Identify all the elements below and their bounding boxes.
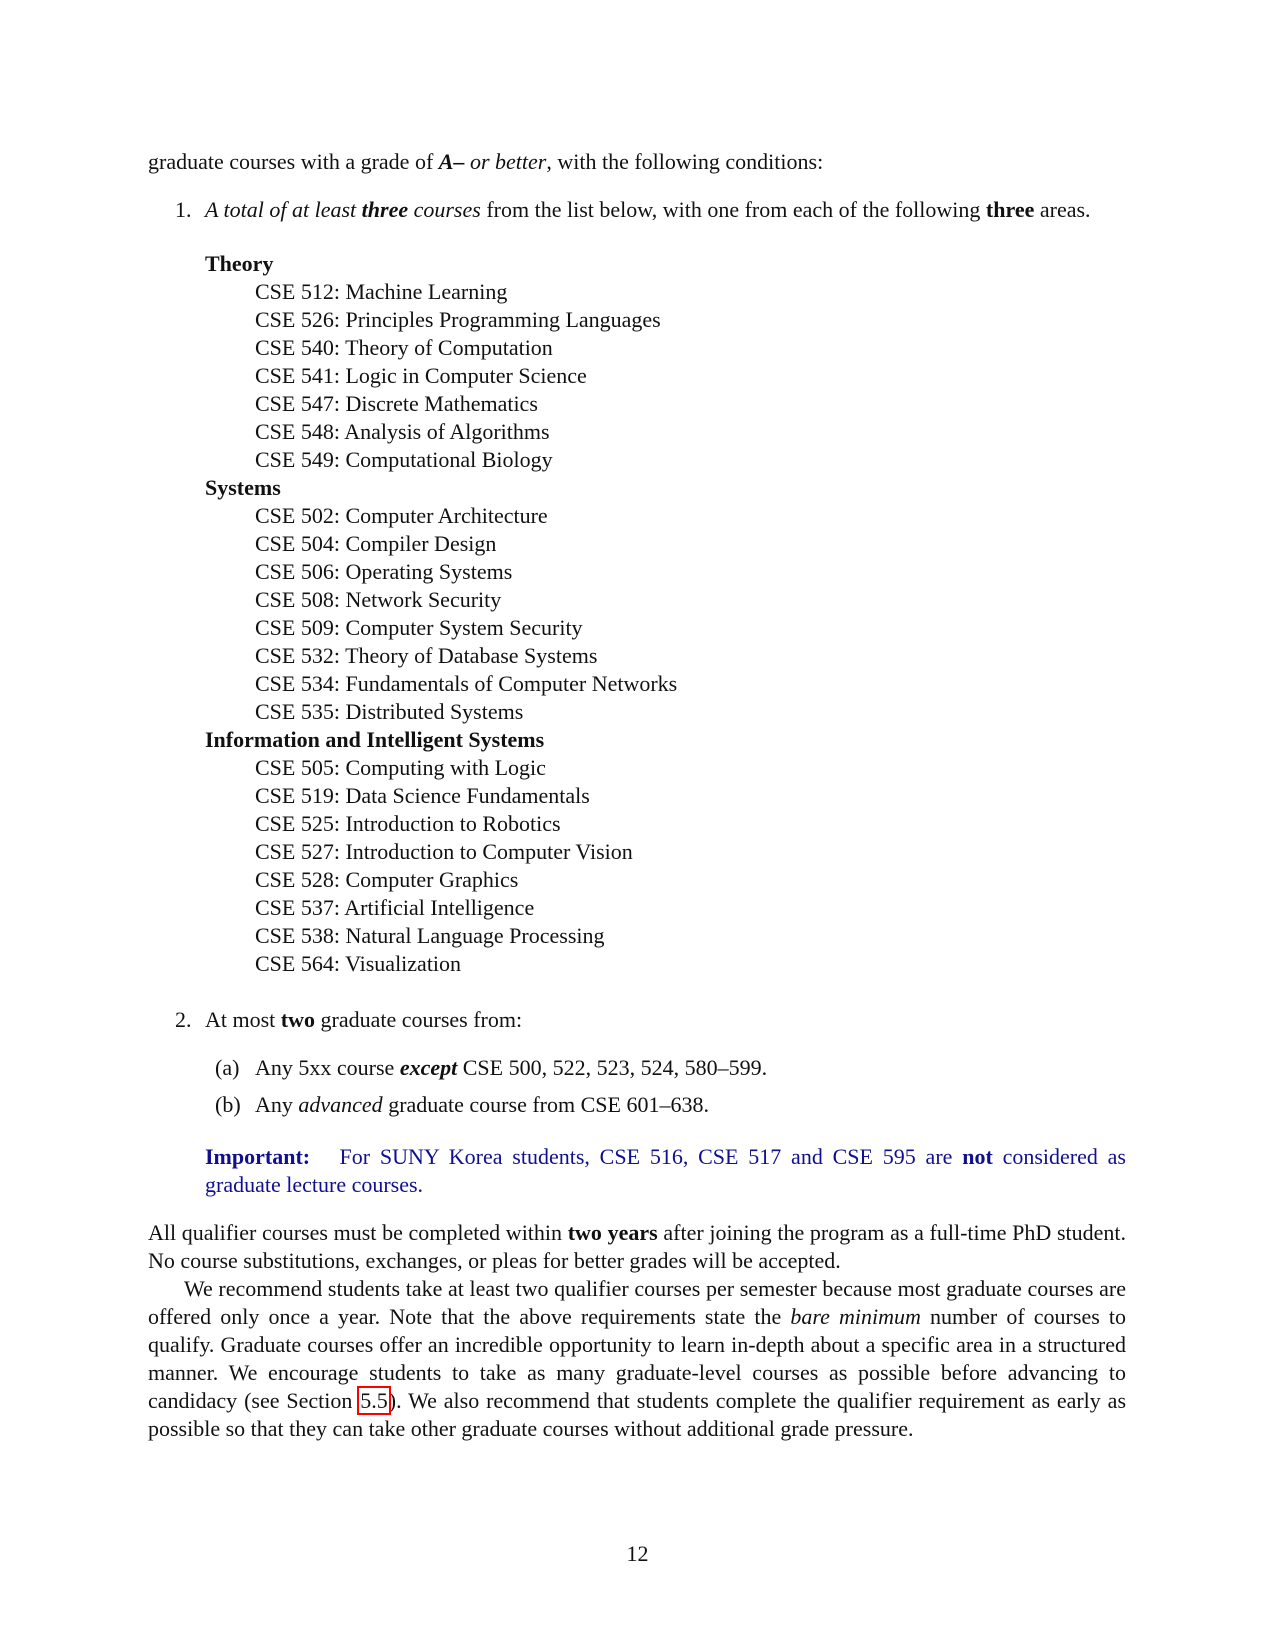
list-number: 1.	[175, 197, 192, 222]
course-item: CSE 541: Logic in Computer Science	[255, 363, 587, 388]
area-heading: Information and Intelligent Systems	[205, 727, 545, 752]
course-item: CSE 532: Theory of Database Systems	[255, 643, 598, 668]
sublist-label: (a)	[215, 1055, 240, 1080]
course-item: CSE 519: Data Science Fundamentals	[255, 783, 590, 808]
course-item: CSE 526: Principles Programming Languages	[255, 307, 661, 332]
qualifier-deadline-paragraph: All qualifier courses must be completed within two years after joining the program as a full-time PhD student. No course substitutions, exchanges, or pleas for better grades will be accepted.	[148, 1220, 1127, 1273]
course-item: CSE 564: Visualization	[255, 951, 462, 976]
section-link[interactable]: 5.5	[360, 1388, 388, 1413]
condition-2-sublist	[205, 1054, 1126, 1119]
course-item: CSE 506: Operating Systems	[255, 559, 513, 584]
condition-1-text: A total of at least three courses from the list below, with one from each of the following three areas.	[205, 197, 1091, 222]
condition-item-2	[148, 1006, 1126, 1119]
course-item: CSE 549: Computational Biology	[255, 447, 553, 472]
list-number: 2.	[175, 1007, 192, 1032]
important-label: Important:	[205, 1144, 311, 1169]
area-theory	[205, 250, 1126, 474]
course-item: CSE 535: Distributed Systems	[255, 699, 524, 724]
course-item: CSE 548: Analysis of Algorithms	[255, 419, 550, 444]
course-item: CSE 527: Introduction to Computer Vision	[255, 839, 633, 864]
course-item: CSE 502: Computer Architecture	[255, 503, 548, 528]
page-number: 12	[626, 1541, 649, 1566]
area-heading: Systems	[205, 475, 281, 500]
conditions-list	[148, 196, 1126, 1119]
course-item: CSE 540: Theory of Computation	[255, 335, 553, 360]
course-areas	[205, 250, 1126, 978]
area-information-intelligent-systems	[205, 726, 1126, 978]
condition-2-text: At most two graduate courses from:	[205, 1007, 523, 1032]
course-item: CSE 528: Computer Graphics	[255, 867, 519, 892]
area-heading: Theory	[205, 251, 274, 276]
course-item: CSE 547: Discrete Mathematics	[255, 391, 538, 416]
course-item: CSE 512: Machine Learning	[255, 279, 508, 304]
course-item: CSE 537: Artificial Intelligence	[255, 895, 535, 920]
course-item: CSE 504: Compiler Design	[255, 531, 497, 556]
course-item: CSE 508: Network Security	[255, 587, 502, 612]
course-item: CSE 505: Computing with Logic	[255, 755, 546, 780]
intro-paragraph: graduate courses with a grade of A– or better, with the following conditions:	[148, 149, 824, 174]
document-page	[148, 148, 1126, 1443]
course-item: CSE 534: Fundamentals of Computer Networks	[255, 671, 678, 696]
subitem-b: (b) Any advanced graduate course from CSE 601–638.	[215, 1092, 709, 1117]
area-systems	[205, 474, 1126, 726]
course-item: CSE 538: Natural Language Processing	[255, 923, 605, 948]
subitem-a: (a) Any 5xx course except CSE 500, 522, 523, 524, 580–599.	[215, 1055, 768, 1080]
course-item: CSE 525: Introduction to Robotics	[255, 811, 561, 836]
important-note: Important: For SUNY Korea students, CSE 516, CSE 517 and CSE 595 are not considered as graduate lecture courses.	[205, 1144, 1126, 1197]
recommendation-paragraph: We recommend students take at least two qualifier courses per semester because most graduate courses are offered only once a year. Note that the above requirements state the bare minimum number of courses to qualify. Graduate courses offer an incredible opportunity to learn in-depth about a specific area in a structured manner. We encourage students to take as many graduate-level courses as possible before advancing to candidacy (see Section 5.5). We also recommend that students complete the qualifier requirement as early as possible so that they can take other graduate courses without additional grade pressure.	[148, 1276, 1127, 1441]
sublist-label: (b)	[215, 1092, 241, 1117]
condition-item-1	[148, 196, 1126, 978]
course-item: CSE 509: Computer System Security	[255, 615, 583, 640]
